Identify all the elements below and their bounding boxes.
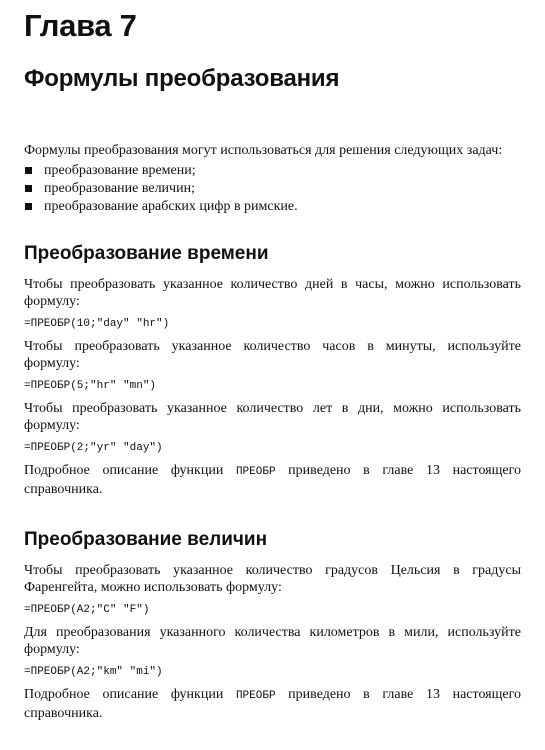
list-item-text: преобразование времени; <box>44 163 196 178</box>
list-item <box>24 180 521 198</box>
paragraph-text: приведено в главе 13 настоящего справочника. <box>24 463 521 497</box>
paragraph: Для преобразования указанного количества километров в мили, используйте формулу: <box>24 625 521 657</box>
paragraph-text: Подробное описание функции <box>24 687 236 702</box>
list-item <box>24 162 521 180</box>
section-title-units: Преобразование величин <box>24 529 268 550</box>
list-item-text: преобразование величин; <box>44 181 195 196</box>
formula-code: =ПРЕОБР(A2;"km" "mi") <box>24 666 163 678</box>
square-bullet-icon <box>25 167 32 174</box>
paragraph <box>24 462 521 498</box>
section-title-time: Преобразование времени <box>24 243 269 264</box>
paragraph: Чтобы преобразовать указанное количество градусов Цельсия в градусы Фаренгейта, можно использовать формулу: <box>24 563 521 595</box>
paragraph-text: приведено в главе 13 настоящего справочника. <box>24 687 521 721</box>
chapter-title: Формулы преобразования <box>24 65 340 92</box>
intro-paragraph: Формулы преобразования могут использоваться для решения следующих задач: <box>24 143 503 158</box>
function-name: ПРЕОБР <box>235 466 276 478</box>
function-name: ПРЕОБР <box>235 690 276 702</box>
list-item-text: преобразование арабских цифр в римские. <box>44 199 298 214</box>
formula-code: =ПРЕОБР(A2;"C" "F") <box>24 604 150 616</box>
formula-code: =ПРЕОБР(10;"day" "hr") <box>24 318 170 330</box>
square-bullet-icon <box>25 203 32 210</box>
paragraph <box>24 686 521 722</box>
paragraph-text: Подробное описание функции <box>24 463 236 478</box>
intro-bullet-list <box>24 162 521 216</box>
paragraph: Чтобы преобразовать указанное количество лет в дни, можно использовать формулу: <box>24 401 521 433</box>
list-item <box>24 198 521 216</box>
formula-code: =ПРЕОБР(5;"hr" "mn") <box>24 380 157 392</box>
paragraph: Чтобы преобразовать указанное количество дней в часы, можно использовать формулу: <box>24 277 521 309</box>
square-bullet-icon <box>25 185 32 192</box>
chapter-label: Глава 7 <box>24 8 137 43</box>
formula-code: =ПРЕОБР(2;"yr" "day") <box>24 442 163 454</box>
paragraph: Чтобы преобразовать указанное количество часов в минуты, используйте формулу: <box>24 339 521 371</box>
